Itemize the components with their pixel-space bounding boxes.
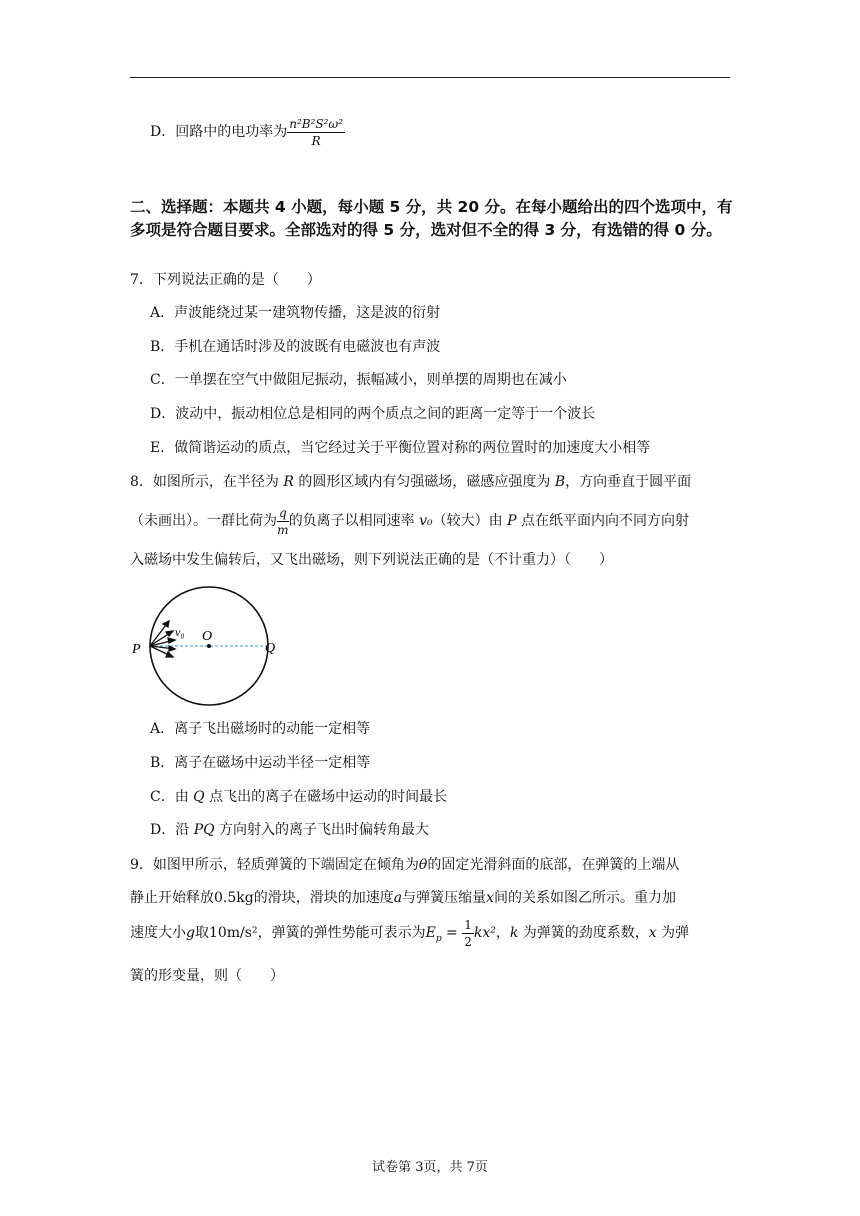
text: （较大）由 bbox=[432, 513, 508, 529]
var-R: R bbox=[283, 474, 294, 490]
var-PQ: PQ bbox=[193, 822, 215, 838]
q8-stem-line1 bbox=[130, 472, 691, 492]
q9-stem-line4: 簧的形变量，则（ ） bbox=[130, 968, 284, 984]
text: 与弹簧压缩量 bbox=[402, 890, 487, 906]
text: 的固定光滑斜面的底部，在弹簧的上端从 bbox=[427, 857, 680, 873]
text: 的滑块，滑块的加速度 bbox=[253, 890, 394, 906]
var-x: x bbox=[648, 925, 657, 941]
var-g: g bbox=[186, 925, 195, 941]
q7-stem: 7．下列说法正确的是（ ） bbox=[130, 272, 321, 288]
var-k: k bbox=[509, 925, 519, 941]
text: 方向射入的离子飞出时偏转角最大 bbox=[214, 822, 430, 838]
text: ，方向垂直于圆平面 bbox=[565, 474, 692, 490]
fraction-numerator: q bbox=[279, 505, 287, 520]
text: 8．如图所示，在半径为 bbox=[130, 474, 284, 490]
q7-option-a: A．声波能绕过某一建筑物传播，这是波的衍射 bbox=[150, 305, 441, 321]
q8-option-a: A．离子飞出磁场时的动能一定相等 bbox=[150, 721, 371, 737]
fraction-denominator: 2 bbox=[464, 934, 472, 949]
q8-option-d bbox=[150, 820, 429, 840]
q9-stem-line1 bbox=[130, 855, 679, 875]
magnetic-field-circle-figure bbox=[125, 583, 285, 711]
fraction-denominator: m bbox=[277, 522, 289, 537]
g-value: 10m/s² bbox=[208, 925, 258, 941]
q8-option-b: B．离子在磁场中运动半径一定相等 bbox=[150, 755, 371, 771]
label-q: Q bbox=[265, 641, 276, 656]
fraction-denominator: R bbox=[311, 133, 321, 148]
text: 速度大小 bbox=[130, 925, 186, 941]
header-rule bbox=[130, 77, 730, 78]
q6-option-d bbox=[150, 115, 345, 149]
q7-option-b: B．手机在通话时涉及的波既有电磁波也有声波 bbox=[150, 339, 441, 355]
q9-stem-line3 bbox=[130, 916, 689, 950]
text: 静止开始释放 bbox=[130, 890, 214, 906]
q8-option-c bbox=[150, 787, 447, 807]
var-theta: θ bbox=[418, 857, 428, 873]
text: （未画出）。一群比荷为 bbox=[130, 513, 277, 529]
q6-power-fraction bbox=[287, 116, 345, 149]
q9-stem-line2 bbox=[130, 888, 676, 908]
text: 点在纸平面内向不同方向射 bbox=[516, 513, 689, 529]
q7-option-c: C．一单摆在空气中做阻尼振动，振幅减小，则单摆的周期也在减小 bbox=[150, 372, 567, 388]
charge-mass-fraction bbox=[277, 505, 289, 538]
var-P: P bbox=[507, 513, 517, 529]
text: ，弹簧的弹性势能可表示为 bbox=[257, 925, 426, 941]
section-2-heading: 二、选择题：本题共 4 小题，每小题 5 分，共 20 分。在每小题给出的四个选项中，有多项是符合题目要求。全部选对的得 5 分，选对但不全的得 3 分，有选错的得 0 分。 bbox=[130, 198, 733, 239]
half-fraction bbox=[462, 917, 474, 950]
text: 点飞出的离子在磁场中运动的时间最长 bbox=[204, 789, 448, 805]
text: ， bbox=[495, 925, 510, 941]
var-v0: v₀ bbox=[419, 513, 433, 529]
equals-sign: = bbox=[441, 925, 463, 941]
text: D．沿 bbox=[150, 822, 194, 838]
q7-option-e: E．做简谐运动的质点，当它经过关于平衡位置对称的两位置时的加速度大小相等 bbox=[150, 440, 651, 456]
fraction-numerator: 1 bbox=[464, 917, 472, 932]
fraction-numerator: n²B²S²ω² bbox=[289, 116, 344, 131]
text: 取 bbox=[194, 925, 209, 941]
text: 的负离子以相同速率 bbox=[288, 513, 420, 529]
text: 间的关系如图乙所示。重力加 bbox=[493, 890, 676, 906]
q8-stem-line2 bbox=[130, 504, 689, 538]
var-Ep: E bbox=[425, 925, 436, 941]
text: 的圆形区域内有匀强磁场，磁感应强度为 bbox=[293, 474, 555, 490]
subscript-p: p bbox=[435, 933, 442, 944]
page-footer: 试卷第 3页，共 7页 bbox=[372, 1160, 488, 1175]
q6-option-d-text: D．回路中的电功率为 bbox=[150, 124, 288, 140]
label-p: P bbox=[132, 642, 141, 657]
text: 为弹 bbox=[656, 925, 690, 941]
var-a: a bbox=[393, 890, 403, 906]
mass-value: 0.5kg bbox=[214, 890, 254, 906]
text: C．由 bbox=[150, 789, 194, 805]
q8-stem-line3: 入磁场中发生偏转后，又飞出磁场，则下列说法正确的是（不计重力）（ ） bbox=[130, 552, 613, 568]
text: 9．如图甲所示，轻质弹簧的下端固定在倾角为 bbox=[130, 857, 419, 873]
q7-option-d: D．波动中，振动相位总是相同的两个质点之间的距离一定等于一个波长 bbox=[150, 406, 596, 422]
kx-squared: kx² bbox=[473, 925, 496, 941]
label-v0: v₀ bbox=[175, 625, 185, 639]
var-x: x bbox=[486, 890, 494, 906]
var-Q: Q bbox=[193, 789, 205, 805]
text: 为弹簧的劲度系数， bbox=[518, 925, 649, 941]
var-B: B bbox=[554, 474, 566, 490]
center-point-o bbox=[207, 644, 211, 648]
label-o: O bbox=[202, 629, 213, 644]
